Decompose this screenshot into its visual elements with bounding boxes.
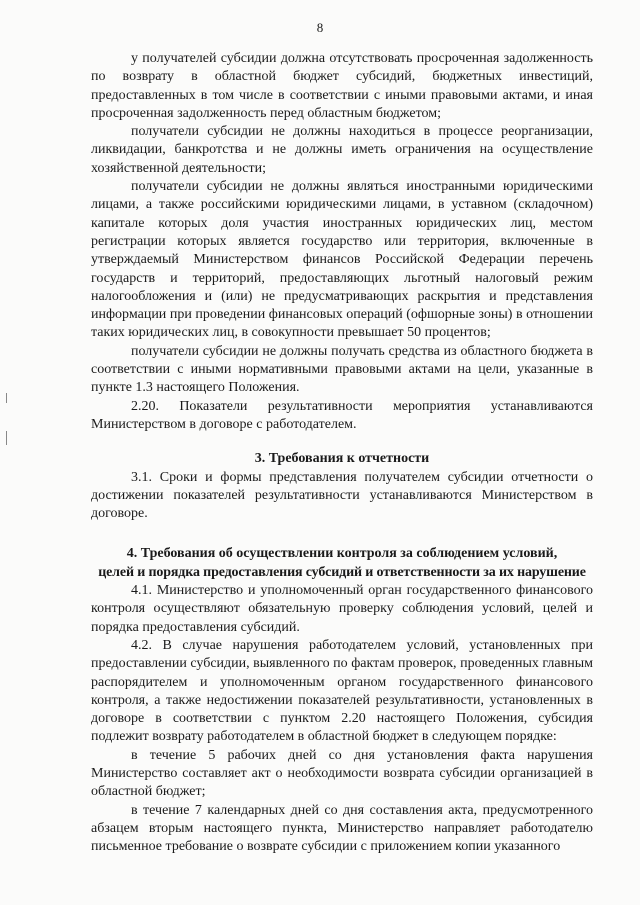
para-overdue-debt: у получателей субсидии должна отсутствовать просроченная задолженность по возврату в областной бюджет субсидий, бюджетных инвестиций, предоставленных в том числе в соответствии с иными правовыми актами, и иная просроченная задолженность перед областным бюджетом;	[91, 51, 593, 121]
section-4-heading-line2: целей и порядка предоставления субсидий и ответственности за их нарушение	[98, 564, 586, 580]
para-2-20: 2.20. Показатели результативности мероприятия устанавливаются Министерством в договоре с работодателем.	[91, 398, 593, 432]
para-4-1: 4.1. Министерство и уполномоченный орган государственного финансового контроля осуществляют обязательную проверку соблюдения условий, целей и порядка предоставления субсидий.	[91, 583, 593, 635]
scan-margin-mark	[6, 393, 7, 403]
page-number: 8	[316, 20, 324, 35]
section-3-heading: 3. Требования к отчетности	[254, 451, 430, 467]
para-4-2: 4.2. В случае нарушения работодателем условий, установленных при предоставлении субсидии, выявленного по фактам проверок, проведенных главным распорядителем и уполномоченным органом государственного финансового контроля, а также недостижении показателей результативности, установленных в договоре в соответствии с пунктом 2.20 настоящего Положения, субсидия подлежит возврату работодателем в областной бюджет в следующем порядке:	[91, 637, 593, 745]
section-4-heading-line1: 4. Требования об осуществлении контроля за соблюдением условий,	[126, 546, 558, 562]
para-other-funds: получатели субсидии не должны получать средства из областного бюджета в соответствии с иными нормативными правовыми актами на цели, указанные в пункте 1.3 настоящего Положения.	[91, 343, 593, 396]
para-5-days: в течение 5 рабочих дней со дня установления факта нарушения Министерство составляет акт о необходимости возврата субсидии организацией в областной бюджет;	[91, 747, 593, 800]
para-reorganization: получатели субсидии не должны находиться в процессе реорганизации, ликвидации, банкротства и не должны иметь ограничения на осуществление хозяйственной деятельности;	[91, 124, 593, 176]
document-body	[91, 50, 593, 856]
para-7-days: в течение 7 календарных дней со дня составления акта, предусмотренного абзацем вторым настоящего пункта, Министерство направляет работодателю письменное требование о возврате субсидии с приложением копии указанного	[91, 802, 593, 855]
para-foreign-entities: получатели субсидии не должны являться иностранными юридическими лицами, а также российскими юридическими лицами, в уставном (складочном) капитале которых доля участия иностранных юридических лиц, местом регистрации которых является государство или территория, включенные в утверждаемый Министерством финансов Российской Федерации перечень государств и территорий, предоставляющих льготный налоговый режим налогообложения и (или) не предусматривающих раскрытия и представления информации при проведении финансовых операций (офшорные зоны) в отношении таких юридических лиц, в совокупности превышает 50 процентов;	[91, 179, 593, 341]
para-3-1: 3.1. Сроки и формы представления получателем субсидии отчетности о достижении показателей результативности устанавливаются Министерством в договоре.	[91, 469, 593, 522]
scan-margin-mark	[6, 431, 7, 445]
